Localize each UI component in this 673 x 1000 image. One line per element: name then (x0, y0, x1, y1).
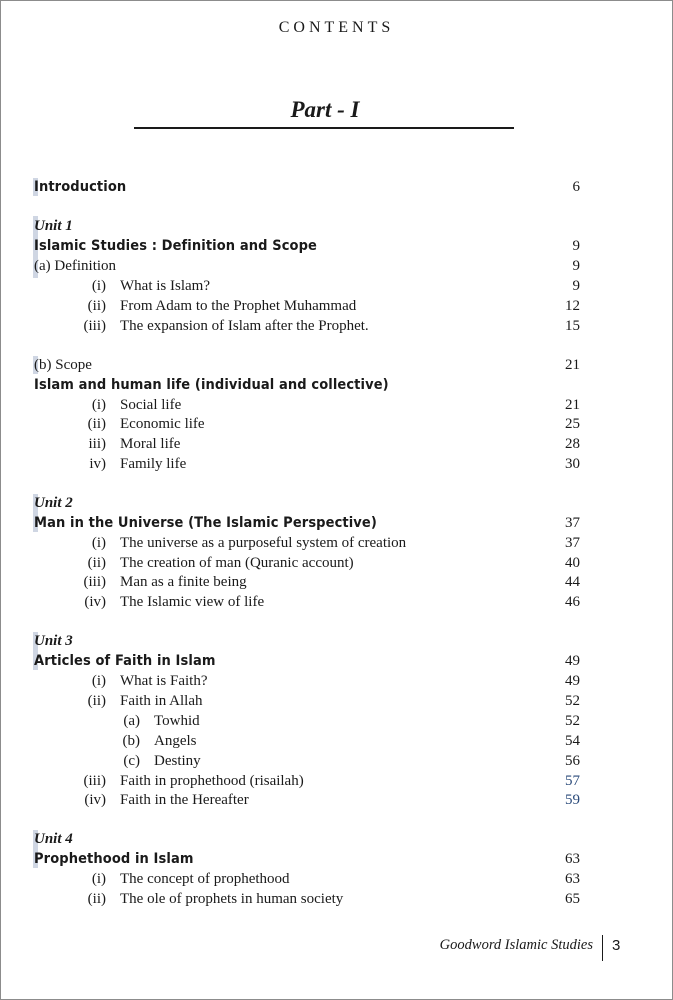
toc-entry-page: 28 (565, 436, 580, 452)
unit-label (0, 829, 673, 849)
unit-label (0, 493, 673, 513)
toc-entry-page: 57 (565, 773, 580, 789)
toc-entry-number: (ii) (87, 298, 106, 314)
footer-publisher: Goodword Islamic Studies (439, 937, 593, 953)
toc-entry-title: What is Faith? (120, 673, 208, 689)
toc-entry-title: Moral life (120, 436, 181, 452)
part-title-rule (134, 127, 514, 129)
toc-entry-number: (iv) (84, 792, 106, 808)
toc-entry-introduction (0, 177, 673, 197)
toc-entry-title: Man in the Universe (The Islamic Perspective) (34, 515, 377, 531)
toc-entry-title: Faith in prophethood (risailah) (120, 773, 304, 789)
toc-entry-nested (0, 751, 673, 771)
toc-entry-title: (a) Definition (34, 258, 117, 274)
toc-entry-number: (iii) (83, 318, 106, 334)
toc-entry-number: (iv) (84, 594, 106, 610)
toc-entry-number: (ii) (87, 416, 106, 432)
toc-entry-page: 46 (565, 594, 580, 610)
toc-entry-title: Social life (120, 397, 182, 413)
toc-entry-number: (i) (91, 535, 106, 551)
toc-entry (0, 671, 673, 691)
toc-entry-page: 52 (565, 693, 580, 709)
toc-entry-subsection (0, 256, 673, 276)
toc-entry (0, 790, 673, 810)
toc-entry-title: Towhid (154, 713, 200, 729)
toc-entry-page: 63 (565, 851, 580, 867)
toc-entry-number: (a) (123, 713, 140, 729)
toc-entry (0, 434, 673, 454)
unit-label-text: Unit 3 (34, 633, 73, 649)
toc-entry-page: 54 (565, 733, 580, 749)
toc-entry-page: 21 (565, 397, 580, 413)
toc-entry-page: 63 (565, 871, 580, 887)
unit-label (0, 216, 673, 236)
toc-entry (0, 553, 673, 573)
toc-entry-number: (iii) (83, 574, 106, 590)
unit-label-text: Unit 2 (34, 495, 73, 511)
toc-entry (0, 771, 673, 791)
toc-entry-number: (iii) (83, 773, 106, 789)
toc-entry-nested (0, 731, 673, 751)
toc-entry-page: 12 (565, 298, 580, 314)
toc-entry-page: 59 (565, 792, 580, 808)
toc-entry-page: 25 (565, 416, 580, 432)
toc-entry-number: (i) (91, 278, 106, 294)
toc-entry-title: Economic life (120, 416, 205, 432)
toc-entry-heading (0, 236, 673, 256)
toc-entry-number: (c) (123, 753, 140, 769)
toc-entry-title: Islam and human life (individual and collective) (34, 377, 389, 393)
toc-entry (0, 316, 673, 336)
toc-entry-number: (ii) (87, 693, 106, 709)
toc-entry-title: (b) Scope (34, 357, 92, 373)
toc-entry-page: 49 (565, 653, 580, 669)
toc-entry-title: Man as a finite being (120, 574, 247, 590)
toc-entry-title: Faith in Allah (120, 693, 203, 709)
toc-entry-title: The ole of prophets in human society (120, 891, 344, 907)
toc-entry-page: 37 (565, 515, 580, 531)
toc-entry-title: The concept of prophethood (120, 871, 290, 887)
toc-entry (0, 533, 673, 553)
footer-divider (602, 935, 603, 961)
toc-entry-page: 40 (565, 555, 580, 571)
toc-entry-title: What is Islam? (120, 278, 210, 294)
part-title: Part - I (290, 97, 360, 122)
page-footer (0, 935, 673, 959)
toc-entry-page: 49 (565, 673, 580, 689)
toc-entry-page: 21 (565, 357, 580, 373)
toc-entry (0, 691, 673, 711)
toc-entry-title: Islamic Studies : Definition and Scope (34, 238, 317, 254)
toc-entry-page: 9 (572, 258, 580, 274)
toc-entry-number: iii) (88, 436, 106, 452)
toc-entry (0, 454, 673, 474)
toc-entry-page: 30 (565, 456, 580, 472)
unit-label-text: Unit 1 (34, 218, 73, 234)
toc-entry (0, 889, 673, 909)
toc-entry (0, 276, 673, 296)
toc-entry-number: (i) (91, 871, 106, 887)
toc-entry-page: 65 (565, 891, 580, 907)
toc-entry-page: 37 (565, 535, 580, 551)
toc-entry (0, 395, 673, 415)
toc-entry-title: Prophethood in Islam (34, 851, 194, 867)
toc-entry (0, 296, 673, 316)
toc-entry-heading (0, 651, 673, 671)
toc-entry-number: iv) (89, 456, 106, 472)
toc-entry-title: Family life (120, 456, 187, 472)
toc-entry (0, 572, 673, 592)
toc-entry-title: Faith in the Hereafter (120, 792, 249, 808)
unit-label (0, 631, 673, 651)
toc-entry-title: Destiny (154, 753, 201, 769)
unit-label-text: Unit 4 (34, 831, 73, 847)
toc-entry-page: 9 (572, 238, 580, 254)
toc-entry-title: The universe as a purposeful system of creation (120, 535, 407, 551)
toc-entry-number: (ii) (87, 555, 106, 571)
running-head: CONTENTS (278, 19, 395, 36)
toc-entry-page: 6 (572, 179, 580, 195)
toc-entry (0, 414, 673, 434)
toc-entry-subsection (0, 355, 673, 375)
toc-entry-title: From Adam to the Prophet Muhammad (120, 298, 357, 314)
toc-entry-title: Articles of Faith in Islam (34, 653, 216, 669)
toc-entry-nested (0, 711, 673, 731)
toc-entry-title: Introduction (34, 179, 127, 195)
toc-entry-title: The creation of man (Quranic account) (120, 555, 354, 571)
toc-entry-page: 9 (572, 278, 580, 294)
toc-entry-heading (0, 513, 673, 533)
toc-entry-number: (b) (122, 733, 140, 749)
toc-entry-title: Angels (154, 733, 197, 749)
toc-entry (0, 869, 673, 889)
toc-entry-heading (0, 849, 673, 869)
toc-entry (0, 592, 673, 612)
page-number: 3 (612, 937, 621, 954)
toc-entry-page: 56 (565, 753, 580, 769)
toc-entry-page: 52 (565, 713, 580, 729)
toc-entry-heading (0, 375, 673, 395)
toc-entry-number: (i) (91, 397, 106, 413)
toc-entry-number: (i) (91, 673, 106, 689)
toc-entry-page: 15 (565, 318, 580, 334)
toc-entry-title: The expansion of Islam after the Prophet. (120, 318, 369, 334)
toc-entry-number: (ii) (87, 891, 106, 907)
toc-entry-title: The Islamic view of life (120, 594, 265, 610)
toc-entry-page: 44 (565, 574, 580, 590)
